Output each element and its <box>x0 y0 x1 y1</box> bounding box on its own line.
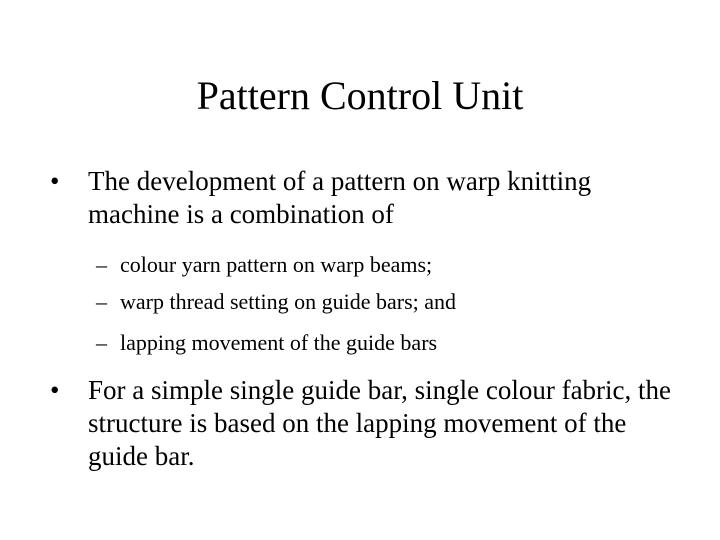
sub-bullet-marker: – <box>96 289 107 314</box>
bullet-text: For a simple single guide bar, single colour fabric, the structure is based on the lapping movement of the guide bar. <box>88 375 672 471</box>
sub-bullet-text: warp thread setting on guide bars; and <box>120 289 457 314</box>
bullet-marker: • <box>50 166 60 196</box>
bullet-marker: • <box>50 375 60 405</box>
sub-bullet-marker: – <box>96 252 107 277</box>
sub-bullet-text: lapping movement of the guide bars <box>120 330 438 355</box>
sub-bullet-text: colour yarn pattern on warp beams; <box>120 252 433 277</box>
sub-bullet-marker: – <box>96 330 107 355</box>
slide-title: Pattern Control Unit <box>196 73 524 118</box>
bullet-text: The development of a pattern on warp knitting machine is a combination of <box>88 166 592 229</box>
